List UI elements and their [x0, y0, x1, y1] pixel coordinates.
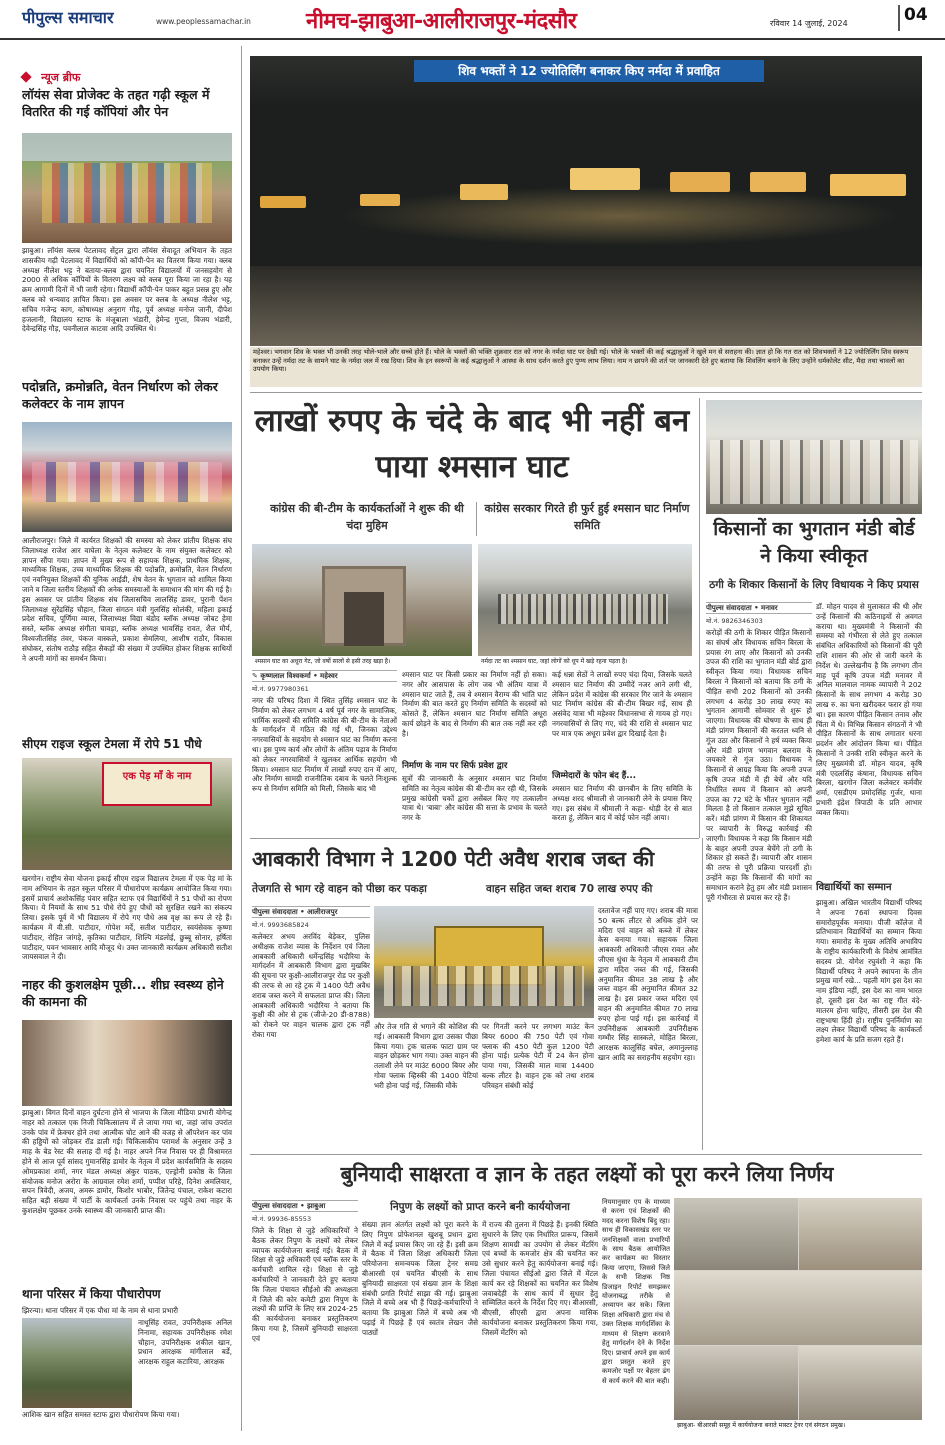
abkari-sub-right: वाहन सहित जब्त शराब 70 लाख रुपए की — [486, 883, 653, 895]
brief3-body: खरगोन। राष्ट्रीय सेवा योजना इकाई सीएम राइज विद्यालय टेमला में एक पेड़ मां के नाम अभियान के तहत स्कूल परिसर में पौधारोपण कार्यक्रम आयोजित किया गया। इसमें प्राचार्य अशोकसिंह पंवार सहित स्टाफ एवं विद्यार्थियों ने 51 पौधों का रोपण किया। ये नियमों के साथ 51 पौधे रोपे हुए पौधों को सुरक्षित रखने का संकल्प लिया। इसके पूर्व में भी विद्यालय में रोपे गए पौधे अब वृक्ष का रूप ले रहे हैं। कार्यक्रम में वी.सी. पाटीदार, गोपेश मर्दे, सतीश पाटीदार, स्वयंसेवक कृष्णा पाटीदार, रोहित जांगड़े, कृतिका पाटीदार, शिल्पि मंडलोई, छुब्बू सोनार, हर्षिता पाटीदार, पवन भावसार आदि मौजूद थे। उक्त जानकारी कार्यक्रम अधिकारी सतीश जायसवाल ने दी। — [22, 874, 232, 962]
saksharta-col4: नियमानुसार एप के माध्यम से करना एवं शिक्षकों की मदद करना विशेष बिंदु रहा। साथ ही विकासखंड स्तर पर जनशिक्षकों वाला प्रभारियों के साथ बैठक आयोजित कर कार्यक्रम का विस्तार किया जाएगा, जिससे जिले के सभी शिक्षक निष्ठ डिजाइन रिपोर्ट समझकर योजनाबद्ध तरीके से अध्यापन कर सके। जिला शिक्षा अधिकारी द्वारा मंच से उक्त शिक्षक मार्गदर्शिका के माध्यम से शिक्षण करवाने हेतु मार्गदर्शन देने के निर्देश दिए। प्राचार्य अपने इस कार्य द्वारा प्रस्तुत करते हुए कमजोर पक्षों पर बेहतर ढंग से कार्य करने की बात कही। — [602, 1198, 670, 1385]
saksharta-photo — [674, 1198, 922, 1420]
brief1-headline: लॉयंस सेवा प्रोजेक्ट के तहत गढ़ी स्कूल में वितरित की गई कॉपियां और पेन — [22, 87, 210, 119]
saksharta-subhead: निपुण के लक्ष्यों को प्राप्त करने बनी कार्ययोजना — [390, 1201, 570, 1213]
brief5-body-side: नाथूसिंह रावत, उपनिरीक्षक अनिल निनामा, सहायक उपनिरीक्षक रमेश चौहान, उपनिरीक्षक शकील खान, प्रधान आरक्षक मांगीलाल बर्डे, आरक्षक राहुल कटारिया, आरक्षक — [138, 1318, 232, 1367]
issue-date: रविवार 14 जुलाई, 2024 — [770, 19, 848, 28]
shamshan-col3b: श्मसान घाट निर्माण की छानबीन के लिए समिति के अध्यक्ष शरद श्रीमाली से जानकारी लेने के प्रयास किए गए। इस संबंध में श्रीमाली ने कहा- थोड़ी देर से बात करता हूं, लेकिन बाद में कोई फोन नहीं आया। — [552, 784, 692, 823]
brief3-photo-banner: एक पेड़ माँ के नाम — [102, 762, 212, 806]
kisan-photo — [706, 400, 922, 514]
pen-icon: ✎ — [252, 672, 261, 680]
shamshan-sub-divider — [476, 502, 477, 536]
saksharta-photo-caption: झाबुआ- बीआरसी समूह में कार्ययोजना बनाते मास्टर ट्रेनर एवं संगठन प्रमुख। — [674, 1421, 922, 1432]
shamshan-photo-ghat — [478, 544, 692, 656]
brief3-photo — [22, 758, 232, 870]
shivling-boat — [570, 168, 640, 190]
shamshan-col1: नगर की परिषद दिशा में स्थित तुसिंह श्मसान घाट के निर्माण को लेकर लगभग 4 वर्ष पूर्व नगर के सामाजिक, धार्मिक सदस्यों की समिति कांग्रेस की बी-टीम के नेताओं के मार्गदर्शन में गठित की गई थी, जिनका उद्देश्य नगरवासियों के सहयोग से श्मसान घाट का निर्माण करना था। इस पुण्य कार्य और लोगों के अंतिम पड़ाव के निर्माण को लेकर नगरवासियों ने खुलकर आर्थिक सहयोग भी किया। श्मसान घाट निर्माण में लाखों रुपए दान में आए, और निर्माण सामग्री राजनीतिक दबाव के चलते निःशुल्क रूप से निर्माण समिति को मिली, जिसके बाद भी — [252, 696, 397, 794]
brief5-headline: थाना परिसर में किया पौधारोपण — [22, 1287, 161, 1301]
brief5-body-end: आशिक खान सहित समस्त स्टाफ द्वारा पौधारोपण किया गया। — [22, 1410, 180, 1419]
shamshan-col3a: कई धन्ना सेठों ने लाखों रुपए चंदा दिया, जिसके चलते श्मसान घाट निर्माण की उम्मीदें नजर आने लगी थी, लेकिन प्रदेश में कांग्रेस की सरकार गिर जाने के श्मसान घाट निर्माण कांग्रेस की बी-टीम बिखर गई, साथ ही असंवेद यात्रा भी महेश्वर विधानसभा से गायब हो गए। नगरवासियों से लिए गए, चंदे की राशि से श्मसान घाट पर मात्र एक अधूरा प्रवेश द्वार दिखाई देता है। — [552, 670, 692, 738]
brief4-headline: नाहर की कुशलक्षेम पूछी... शीघ्र स्वस्थ्य होने की कामना की — [22, 977, 224, 1009]
abkari-headline: आबकारी विभाग ने 1200 पेटी अवैध शराब जब्त की — [252, 847, 655, 871]
kisan-subhead: ठगी के शिकार किसानों के लिए विधायक ने किए प्रयास — [709, 579, 919, 591]
kisan-headline: किसानों का भुगतान मंडी बोर्ड ने किया स्वीकृत — [713, 518, 915, 567]
page-number: 04 — [898, 5, 928, 31]
shivling-boat — [670, 172, 730, 192]
top-story-photo — [250, 56, 922, 346]
website-url: www.peoplessamachar.in — [156, 17, 251, 26]
shivling-boat — [260, 196, 306, 208]
shamshan-photo1-caption: श्मसान घाट का अधूरा गेट, जो वर्षो सालों से इसी तरह खड़ा है। — [252, 657, 472, 667]
shamshan-col2b: सूत्रों की जानकारी के अनुसार श्मसान घाट निर्माण समिति का नेतृत्व कांग्रेस की बी-टीम कर रही थी, जिसके प्रमुख कांग्रेसी चकों द्वारा असेंबल किए गए तत्कालीन यात्रा थे। 'बाबा' और कांग्रेस की सत्ता के प्रभाव के चलते नगर के — [402, 774, 547, 823]
kisan-byline: पीपुल्स संवाददाता • मनावर — [706, 602, 812, 614]
brief2-headline: पदोन्नति, क्रमोन्नति, वेतन निर्धारण को लेकर कलेक्टर के नाम ज्ञापन — [22, 379, 218, 411]
abkari-photo — [374, 906, 594, 1018]
kisan-col2: डॉ. मोहन यादव से मुलाकात की थी और उन्हें किसानों की कठिनाइयों से अवगत कराया था। मुख्यमंत्री ने किसानों की समस्या को गंभीरता से लेते हुए तत्काल संबंधित अधिकारियों को किसानों की पूरी राशि शासन की ओर से जारी करने के निर्देश थे। उल्लेखनीय है कि लगभग तीन माह पूर्व कृषि उपज मंडी मनावर में अनिल मालवाल नामक व्यापारी ने 202 किसानों के साथ लगभग 4 करोड़ 30 लाख रु. का चना खरीदकर फरार हो गया था। इस कारण पीड़ित किसान तनाव और चिंता में थे। विभिन्न किसान संगठनों ने भी पीड़ित किसानों के साथ लगातार धरना प्रदर्शन और आंदोलन किया था। पीड़ित किसानों ने उनकी राशि स्वीकृत करने के लिए मुख्यमंत्री डॉ. मोहन यादव, कृषि मंत्री एदलसिंह कंषाना, विधायक सचिन बिरला, खरगोन जिला कलेक्टर कर्मवीर शर्मा, एसडीएम प्रमोदसिंह गुर्जर, थाना प्रभारी इंद्रेश त्रिपाठी के प्रति आभार व्यक्त किया। — [816, 602, 922, 817]
shivling-boat — [830, 174, 906, 196]
vidyarthi-body: झाबुआ। अखिल भारतीय विद्यार्थी परिषद ने अपना 76वां स्थापना दिवस समारोहपूर्वक मनाया। पीजी कॉलेज में प्रतिभावान विद्यार्थियों का सम्मान किया गया। समारोह के मुख्य अतिथि अभाविप के राष्ट्रीय कार्यकारिणी के विशेष आमंत्रित सदस्य प्रो. योगेश रघुवंशी ने कहा कि विद्यार्थी परिषद ने अपने स्थापना के तीन प्रमुख मार्ग रखे... पहली मांग इस देश का नाम इंडिया नहीं, इस देश का नाम भारत हो, दूसरी इस देश का राष्ट्र गीत वंदे-मातरम होना चाहिए, तीसरी इस देश की राष्ट्रभाषा हिंदी हो। राष्ट्रीय पुनर्निर्माण का लक्ष्य लेकर विद्यार्थी परिषद के कार्यकर्ता हमेशा कार्य के प्रति सजग रहते हैं। — [816, 898, 922, 1045]
brief4-body: झाबुआ। विगत दिनों वाहन दुर्घटना होने से भाजपा के जिला मीडिया प्रभारी योगेन्द्र नाहर को तत्काल एक निजी चिकित्सालय में ले जाया गया था, जहां जांच उपरांत उनके पांव में फ्रेक्चर होने तथा आत्मीक चोट आने की वजह से ऑपरेशन कर पांव की हड्डियों को जोड़कर रॉड डाली गई। चिकित्सकीय परामर्श के अनुसार उन्हें 3 माह के बेड रेस्ट की सलाह दी गई है। नाहर अपने निज निवास पर ही विश्रामरत होने से आज पूर्व सांसद गुमानसिंह डामोर के नेतृत्व में प्रदेश कार्यसमिति के सदस्य ओमप्रकाश शर्मा, नगर मंडल अध्यक्ष अंकुर पाठक, एल्ड्रोनी प्रकोष्ठ के जिला संयोजक मनोज अरोरा के आग्रवाल रमेश शर्मा, पप्पीश परिहे, दिनेश अमलियार, सपन त्रिवेदी, अजय, अमरू डामोर, किशोर भाबोर, जितेन्द्र पंचाल, राकेश कटारा सहित बड़ी संख्या में पार्टी के कार्यकर्ता उनके निवास पर पहुंचे तथा नाहर के कुशलक्षेम पूछकर उनके स्वास्थ्य की जानकारी प्राप्त की। — [22, 1108, 232, 1215]
shivling-boat — [460, 184, 508, 200]
abkari-col4: दस्तावेज नहीं पाए गए। शराब की मात्रा 50 बल्क लीटर से अधिक होने पर मदिरा एवं वाहन को कब्जे में लेकर केस बनाया गया। सहायक जिला आबकारी अधिकारी जीएस रावत और जीएस धुंधा के नेतृत्व में आबकारी टीम द्वारा मदिरा जब्त की गई, जिसकी अनुमानित कीमत 38 लाख है और जब्त वाहन की अनुमानित कीमत 32 लाख है। इस प्रकार जब्त मदिरा एवं वाहन की अनुमानित कीमत 70 लाख रुपए होना पाई गई। इस कार्रवाई में उपनिरीक्षक आबकारी उपनिरीक्षक गम्भीर सिंह सास्कले, मोहित बिरला, आरक्षक कालूसिंह बघेल, अमानुल्लाह खान आदि का सराहनीय सहयोग रहा। — [598, 906, 698, 1062]
abkari-col3: पर गिनती करने पर लगभग माउंट केन बियर 6000 की 750 पेटी एवं गोवा फ्लाक की 450 पेटी कुल 1200 पेटी होना पाई। प्रत्येक पेटी में 24 केन होना पाया गया, जिसकी माल मात्रा 14400 बल्क लीटर है। वाहन ट्रक को तथा शराब परिवहन संबंधी कोई — [482, 1022, 594, 1090]
newspaper-logo: पीपुल्स समाचार — [22, 8, 114, 27]
kisan-mobile: मो.नं. 9826346303 — [706, 617, 763, 625]
shamshan-mobile: मो.नं. 9977980361 — [252, 685, 309, 693]
brief1-body: झाबुआ। लॉयंस क्लब पेटलावद सेंट्रल द्वारा लॉयंस सेवादूत अभियान के तहत शासकीय गढ़ी पेटलावद में विद्यार्थियों को कॉपी-पेन का वितरण किया गया। क्लब अध्यक्ष नीलेश भट्ट ने बताया-क्लब द्वारा चयनित विद्यालयों में जनसहयोग से 2000 से अधिक कॉपियों के वितरण लक्ष्य को क्लब पूरा किया जा रहा है। यह क्रम आगामी दिनों में भी जारी रहेगा। विद्यार्थी कॉपी-पेन पाकर बहुत प्रसन्न हुए और क्लब को धन्यवाद ज्ञापित किया। इस अवसर पर क्लब के अध्यक्ष नीलेश भट्ट, सचिव गजेन्द्र काग, कोषाध्यक्ष अनुराग गौड़, पूर्व अध्यक्ष मनोज जानी, दीपेश हजलानी, विद्यालय स्टाफ के मंजूबाला भंडारी, हेमेन्द्र गुप्ता, विजय भंडारी, देवेन्द्रसिंह गौड़, पवनीलाल काटवा आदि उपस्थित थे। — [22, 246, 232, 334]
shamshan-right-divider — [699, 398, 700, 838]
brief1-photo — [22, 133, 232, 243]
top-story-caption: महेश्वर। भगवान शिव के भक्त भी उनकी तरह भोले-भाले और सच्चे होते हैं। भोले के भक्तों की भक्ति शुक्रवार रात को नगर के नर्मदा घाट पर देखी गई। भोले के भक्तों की कई श्रद्धालुओं ने खुले मन से सराहना की। ज्ञात हो कि गत रात को शिवभक्तों ने 12 ज्योतिर्लिंग शिव स्वरूप बनाकर उन्हें नर्मदा तट के सामने घाट के नर्मदा जल में रख दिया। शिव के इन स्वरूपों के कई श्रद्धालुओं ने आस्था के साथ दर्शन करते हुए पुण्य लाभ लिया। नाम न छापने की शर्त पर जानकारी देते हुए बताया कि शिवलिंग बनाने के लिए उन्होंने धर्मकोलेट सीट, मैदा तथा चावलों का उपयोग किया। — [250, 347, 922, 387]
shivling-boat — [360, 194, 400, 206]
shamshan-photo2-caption: नर्मदा तट का श्मसान घाट, जहां लोगों को धूप में खड़े रहना पड़ता है। — [478, 657, 692, 667]
shamshan-photo-gate — [252, 544, 472, 656]
shamshan-subheading1: निर्माण के नाम पर सिर्फ प्रवेश द्वार — [402, 761, 508, 771]
saksharta-top-divider — [250, 1154, 922, 1155]
saksharta-col3: में राज्य की तुलना में पिछड़े हैं। इनकी स्थिति सुधारने के लिए एक निर्धारित प्रारूप, जिसमें शिक्षण सामग्री का उपयोग से लेकर मेंटरिंग एवं बच्चों के कमजोर क्षेत्र की चयनित कर उसे सुधार करने हेतु कार्ययोजना बनाई गई। जिला पंचायत सीईओ द्वारा जिले में मेंटल कार्य कर रहे शिक्षकों का चयनित कर विशेष जवाबदेही के साथ कार्य में सुधार हेतु सम्मिलित करने के निर्देश दिए गए। बीआरसी, बीएसी, सीएसी द्वारा अपना मासिक कार्ययोजना बनाकर प्रस्तुतिकरण किया गया, जिसमें मेंटरिंग को — [482, 1220, 598, 1337]
brief5-photo — [22, 1318, 132, 1408]
saksharta-mobile: मो.नं. 99936-85553 — [252, 1215, 312, 1223]
shamshan-headline: लाखों रुपए के चंदे के बाद भी नहीं बन पाया श्मसान घाट — [254, 403, 690, 485]
abkari-col1: कलेक्टर अभय अरविंद बेड़ेकर, पुलिस अधीक्षक राजेश व्यास के निर्देशन एवं जिला आबकारी अधिकारी धर्मेन्द्रसिंह भदौरिया के मार्गदर्शन में आबकारी विभाग द्वारा मुखबिर की सूचना पर कुक्षी-आलीराजपुर रोड पर कुक्षी की तरफ से आ रहे ट्रक में 1400 पेटी अवैध शराब जब्त करने में सफलता प्राप्त की। जिला आबकारी अधिकारी भदौरिया ने बताया कि कुक्षी की ओर से ट्रक (जीजे-20 डी-8788) को रोकने पर वाहन चालक द्वारा ट्रक नहीं रोका गया — [252, 932, 370, 1039]
saksharta-col1: जिले के शिक्षा से जुड़े अधिकारियों ने बैठक लेकर निपुण के लक्ष्यों को लेकर व्यापक कार्ययोजना बनाई गई। बैठक में शिक्षा से जुड़े अधिकारी एवं ब्लॉक स्तर के कर्मचारी शामिल रहे। शिक्षा से जुड़े कर्मचारियों ने जानकारी देते हुए बताया कि जिला पंचायत सीईओ की अध्यक्षता में जिले की कोर कमेटी द्वारा निपुण के लक्ष्यों की प्राप्ति के लिए सत्र 2024-25 की कार्ययोजना बनाकर प्रस्तुतिकरण किया गया है, जिसमें बुनियादी साक्षरता एवं — [252, 1226, 358, 1343]
news-brief-label: न्यूज ब्रीफ — [22, 66, 232, 82]
top-story-divider — [250, 392, 922, 393]
shamshan-subheading2: जिम्मेदारों के फोन बंद हैं... — [552, 771, 636, 781]
abkari-right-divider — [702, 838, 703, 1150]
abkari-mobile: मो.नं. 9993685824 — [252, 921, 309, 929]
kisan-col1: करोड़ों की ठगी के शिकार पीड़ित किसानों का संघर्ष और विधायक सचिन बिरला के प्रयास रंग लाए और किसानों को उनकी उपज की राशि का भुगतान मंडी बोर्ड द्वारा स्वीकृत किया गया। विधायक सचिन बिरला ने किसानों को बताया कि ठगी के पीड़ित सभी 202 किसानों को उनकी लगभग 4 करोड़ 30 लाख रुपए का भुगतान आगामी सोमवार से शुरू हो जाएगा। विधायक की घोषणा के साथ ही मंडी प्रांगण किसानों की करतल ध्वनि से गूंज उठा और किसानों ने हर्ष व्यक्त किया और मंडी प्रांगण भगवान बलराम के जयकारे से गूंज उठा। विधायक ने किसानों से आग्रह किया कि अपनी उपज कृषि उपज मंडी में ही बेचें और यदि निर्धारित समय में किसान को अपनी उपज का 72 घंटे के भीतर भुगतान नहीं मिलता है तो किसान तत्काल मुझे सूचित करें। मंडी प्रांगण में किसान की शिकायत पर व्यापारी के विरुद्ध कार्रवाई की जाएगी। विधायक ने कहा कि किसान मंडी के बाहर अपनी उपज बेचेंगे तो ठगी के शिकार हो सकते हैं। व्यापारी और शासन की तरफ से पूरी प्रक्रिया पारदर्शी हो। उन्होंने कहा कि किसानों की मांगों का समाधान कराने हेतु हम और मंडी प्रशासन पूरी गंभीरता से प्रयास कर रहे हैं। — [706, 628, 812, 902]
shamshan-sub-left: कांग्रेस की बी-टीम के कार्यकर्ताओं ने शुरू की थी चंदा मुहिम — [270, 502, 464, 532]
abkari-sub-left: तेजगति से भाग रहे वाहन को पीछा कर पकड़ा — [252, 883, 427, 895]
shivling-boat — [750, 172, 806, 192]
left-column-divider — [241, 46, 242, 1431]
brief2-photo — [22, 422, 232, 532]
shamshan-col2a: श्मसान घाट पर किसी प्रकार का निर्माण नहीं हो सका। नगर और आसपास के लोग जब भी अंतिम यात्रा में श्मसान घाट जाते हैं, तब वे श्मसान वैराग्य की भांति घाट निर्माण की बात करते हुए निर्माण समिति के सदस्यों को कोसते हैं, लेकिन श्मसान घाट निर्माण समिति अधूरा कार्य छोड़ने के बाद से निर्माण की बात तक नहीं कर रही है। — [402, 670, 547, 738]
brief2-body: आलीराजपुर। जिले में कार्यरत शिक्षकों की समस्या को लेकर प्रांतीय शिक्षक संघ जिलाध्यक्ष राजेश आर वाघेला के नेतृत्व कलेक्टर के नाम संयुक्त कलेक्टर को ज्ञापन सौंपा गया। ज्ञापन में मुख्य रूप से सहायक शिक्षक, प्राथमिक शिक्षक, माध्यमिक शिक्षक, उच्च माध्यमिक शिक्षक की पदोन्नति, क्रमोन्नति, वेतन निर्धारण एवं नवनियुक्त शिक्षकों की यूनिक आईडी, शेष वेतन के भुगतान को शामिल किया जाने व जिला स्तरीय शिक्षकों की अनेक समस्याओं के समाधान की मांग की गई है। इस अवसर पर प्रांतीय शिक्षक संघ जिलासचिव लालसिंह डावर, पुरानी पेंशन जिलाध्यक्ष सुरेंद्रसिंह चौहान, जिला संगठन मंत्री गुलसिंह सोलंकी, महिला इकाई प्रदेश सचिव, पूर्णिमा व्यास, जिलाध्यक्ष विद्या बंडोद ब्लॉक अध्यक्ष जोबट हेमा सस्ते, ब्लॉक अध्यक्ष संगीता चावड़ा, ब्लॉक अध्यक्ष भावसिंह रावत, शैल मौर्य, विश्वजीतसिंह तंवर, पंकज वास्कले, प्रकाश सेमलिया, आशीष राठौर, विकास संघोकर, संतोष राठौड़ सहित सैकड़ों की संख्या में उपस्थित होकर शिक्षक साथियों ने अपनी मांगों का समर्थन किया। — [22, 536, 232, 663]
brief5-body-intro: झिरन्या। थाना परिसर में एक पौधा मां के नाम से थाना प्रभारी — [22, 1306, 179, 1315]
shamshan-byline: ✎ कृष्णलाल विश्वकर्मा • महेश्वर — [252, 670, 397, 682]
saksharta-col2: संख्या ज्ञान अंतर्गत लक्ष्यों को पूरा करने के लिए निपुण प्रोफेशनल खुशबू प्रधान द्वारा जिले में कई प्रयास किए जा रहे हैं। इसी क्रम में बैठक में जिला शिक्षा अधिकारी जिला परियोजना समन्वयक जिला ट्रेनर समग्र बीआरसी एवं चयनित बीएसी के साथ बुनियादी साक्षरता एवं संख्या ज्ञान के शिक्षा संबंधी प्रगति रिपोर्ट साझा की गई। झाबुआ जिले में बच्चे अब भी हैं पिछड़े-कर्मचारियों ने बताया कि झाबुआ जिले में बच्चे अब भी पढ़ाई में पिछड़े हैं एवं स्वतंत्र लेखन जैसे पाठ्यों — [362, 1220, 478, 1337]
region-title: नीमच-झाबुआ-आलीराजपुर-मंदसौर — [306, 9, 577, 34]
brief3-headline: सीएम राइज स्कूल टेमला में रोपे 51 पौधे — [22, 737, 202, 751]
abkari-byline: पीपुल्स संवाददाता • आलीराजपुर — [252, 906, 370, 918]
vidyarthi-headline: विद्यार्थियों का सम्मान — [816, 882, 892, 893]
diamond-icon — [20, 71, 31, 82]
saksharta-byline: पीपुल्स संवाददाता • झाबुआ — [252, 1200, 358, 1212]
abkari-top-divider — [250, 838, 699, 839]
brief4-photo — [22, 1020, 232, 1106]
masthead — [0, 0, 945, 40]
abkari-col2: और तेज गति से भगाने की कोशिश की गई। आबकारी विभाग द्वारा उसका पीछा किया गया। ट्रक चालक फाटा ग्राम पर वाहन छोड़कर भाग गया। उक्त वाहन की तलाशी लेने पर माउंट 6000 बियर और गोवा फ्लाक व्हिस्की की 1400 पेटियां भरी होना पाई गई, जिसकी मौके — [374, 1022, 478, 1090]
saksharta-headline: बुनियादी साक्षरता व ज्ञान के तहत लक्ष्यों को पूरा करने लिया निर्णय — [340, 1162, 834, 1186]
shamshan-sub-right: कांग्रेस सरकार गिरते ही फुर्र हुई श्मसान घाट निर्माण समिति — [484, 502, 690, 532]
top-story-banner: शिव भक्तों ने 12 ज्योतिर्लिंग बनाकर किए नर्मदा में प्रवाहित — [414, 60, 764, 82]
